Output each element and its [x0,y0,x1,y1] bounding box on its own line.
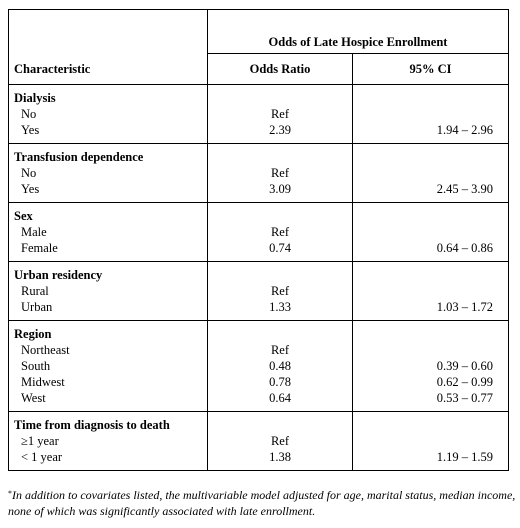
section-or-blank [208,262,353,284]
ci-value: 0.62 – 0.99 [353,374,509,390]
footnote-marker: * [8,489,12,498]
table-row [9,358,509,374]
ci-value: 2.45 – 3.90 [353,181,509,203]
level-label: Midwest [9,374,208,390]
table-row [9,342,509,358]
section-ci-blank [353,321,509,343]
section-title-row [9,321,509,343]
section-or-blank [208,85,353,107]
odds-ratio-value: Ref [208,283,353,299]
level-label: No [9,106,208,122]
level-label: Male [9,224,208,240]
section-title: Urban residency [9,262,208,284]
ci-value: 1.03 – 1.72 [353,299,509,321]
section-title-row [9,262,509,284]
ci-value [353,342,509,358]
odds-ratio-value: 2.39 [208,122,353,144]
ci-header: 95% CI [353,54,509,85]
table-row [9,240,509,262]
odds-ratio-value: 3.09 [208,181,353,203]
section-or-blank [208,321,353,343]
section-title: Region [9,321,208,343]
ci-value: 0.39 – 0.60 [353,358,509,374]
table-row [9,433,509,449]
ci-value: 1.19 – 1.59 [353,449,509,471]
characteristic-header: Characteristic [9,54,208,85]
table-row [9,106,509,122]
header-blank-cell [9,10,208,54]
ci-value: 0.53 – 0.77 [353,390,509,412]
odds-ratio-value: 0.48 [208,358,353,374]
section-ci-blank [353,412,509,434]
ci-value [353,433,509,449]
odds-ratio-value: 1.38 [208,449,353,471]
table-row [9,449,509,471]
ci-value: 0.64 – 0.86 [353,240,509,262]
table-row [9,390,509,412]
section-title-row [9,412,509,434]
footnote [8,487,516,519]
odds-ratio-value: Ref [208,433,353,449]
section-or-blank [208,144,353,166]
table-row [9,283,509,299]
ci-value [353,283,509,299]
ci-value: 1.94 – 2.96 [353,122,509,144]
level-label: ≥1 year [9,433,208,449]
ci-value [353,165,509,181]
level-label: < 1 year [9,449,208,471]
section-ci-blank [353,85,509,107]
table-body [9,85,509,471]
section-title: Time from diagnosis to death [9,412,208,434]
section-title-row [9,85,509,107]
section-ci-blank [353,144,509,166]
table-row [9,122,509,144]
section-title: Sex [9,203,208,225]
odds-ratio-table [8,9,509,471]
section-title-row [9,203,509,225]
level-label: Yes [9,181,208,203]
level-label: No [9,165,208,181]
odds-ratio-value: 0.64 [208,390,353,412]
section-ci-blank [353,203,509,225]
odds-ratio-value: Ref [208,106,353,122]
odds-ratio-value: 1.33 [208,299,353,321]
section-ci-blank [353,262,509,284]
ci-value [353,224,509,240]
footnote-text: In addition to covariates listed, the multivariable model adjusted for age, marital status, median income, none of which was significantly associated with late enrollment. [8,488,516,518]
level-label: Yes [9,122,208,144]
odds-ratio-header: Odds Ratio [208,54,353,85]
ci-value [353,106,509,122]
section-title: Transfusion dependence [9,144,208,166]
table-row [9,299,509,321]
table-row [9,181,509,203]
group-header: Odds of Late Hospice Enrollment [208,10,509,54]
table-row [9,165,509,181]
section-title: Dialysis [9,85,208,107]
table-row [9,224,509,240]
section-title-row [9,144,509,166]
odds-ratio-value: Ref [208,165,353,181]
odds-ratio-value: Ref [208,224,353,240]
level-label: Female [9,240,208,262]
odds-ratio-value: 0.78 [208,374,353,390]
section-or-blank [208,203,353,225]
section-or-blank [208,412,353,434]
odds-ratio-value: Ref [208,342,353,358]
level-label: Rural [9,283,208,299]
level-label: Urban [9,299,208,321]
level-label: South [9,358,208,374]
level-label: West [9,390,208,412]
table-row [9,374,509,390]
level-label: Northeast [9,342,208,358]
odds-ratio-value: 0.74 [208,240,353,262]
